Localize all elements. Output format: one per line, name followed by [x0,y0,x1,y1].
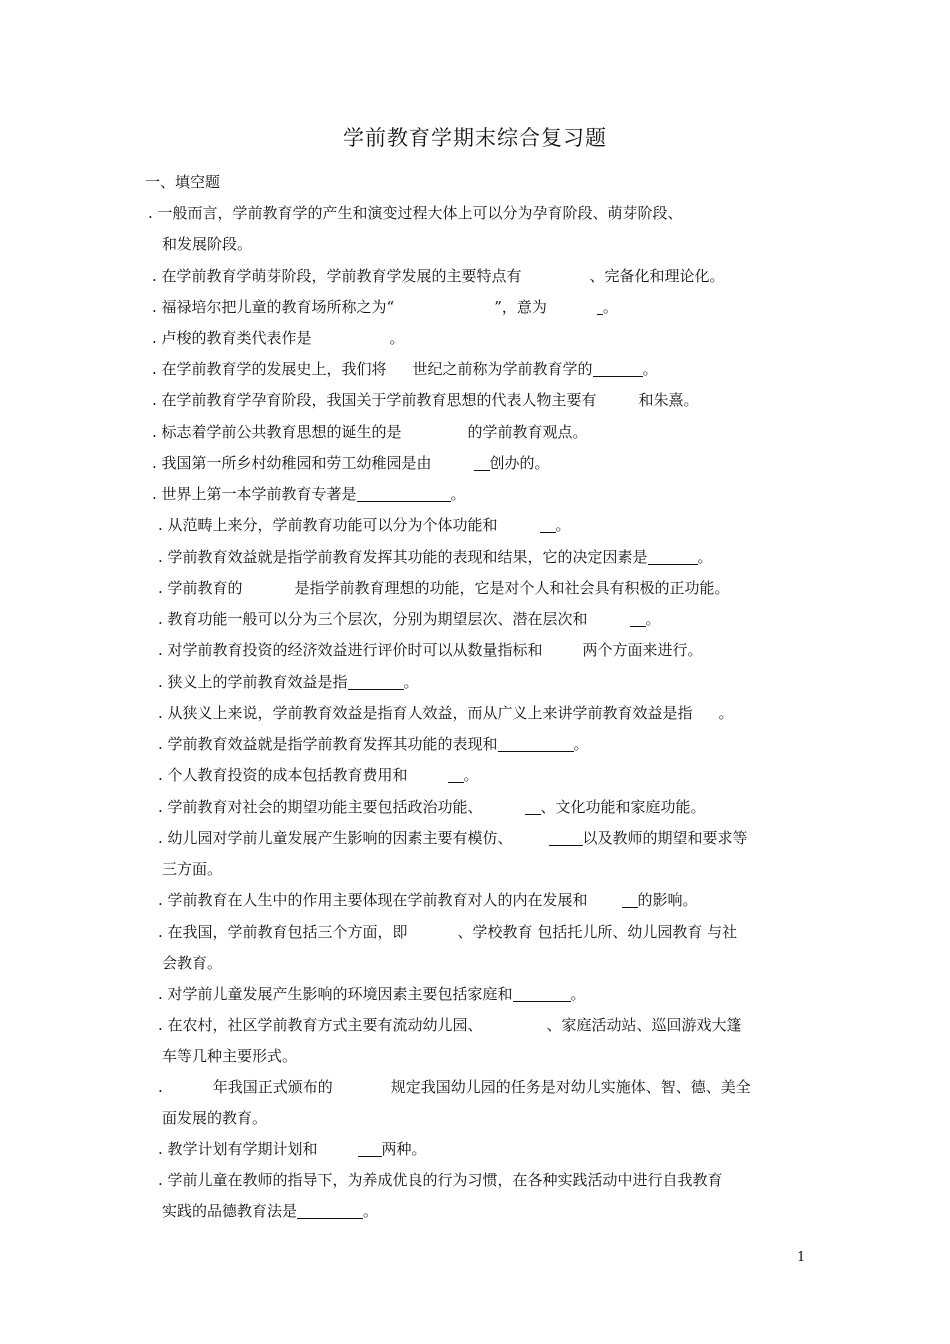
question-22-cont [162,952,222,973]
question-26 [158,1138,427,1159]
question-text: 以及教师的期望和要求等 [582,829,748,847]
answer-blank [593,361,643,377]
question-16 [158,702,734,723]
question-text: 。 [718,704,734,722]
question-text: 和朱熹。 [638,391,699,409]
answer-blank [525,799,541,815]
question-text: . 个人教育投资的成本包括教育费用和 [158,766,408,784]
question-21 [158,889,698,910]
question-20-cont [162,858,222,879]
question-text: 。 [570,985,586,1003]
question-text: 的影响。 [637,891,698,909]
question-text: . 幼儿园对学前儿童发展产生影响的因素主要有模仿、 [158,829,513,847]
answer-blank [474,455,490,471]
question-12 [158,577,730,598]
question-text: . [158,1078,163,1096]
answer-blank [622,892,638,908]
question-18 [158,764,479,785]
question-text: 。 [403,673,419,691]
question-10 [158,514,571,535]
question-15 [158,671,419,692]
question-text: . 我国第一所乡村幼稚园和劳工幼稚园是由 [152,454,432,472]
question-22 [158,921,737,942]
question-text: 。 [602,298,618,316]
question-text: 车等几种主要形式。 [162,1047,298,1065]
question-text: . 世界上第一本学前教育专著是 [152,485,357,503]
page-title: 学前教育学期末综合复习题 [343,126,607,150]
question-text: 两个方面来进行。 [582,641,703,659]
question-text: . 从狭义上来说，学前教育效益是指育人效益，而从广义上来讲学前教育效益是指 [158,704,693,722]
question-text: . 对学前教育投资的经济效益进行评价时可以从数量指标和 [158,641,543,659]
question-20 [158,827,748,848]
question-text: . 学前教育对社会的期望功能主要包括政治功能、 [158,798,483,816]
question-4 [152,327,405,348]
page-number: 1 [797,1250,806,1265]
question-25-cont [162,1107,267,1128]
answer-blank [498,736,574,752]
question-19 [158,796,706,817]
question-text: 和发展阶段。 [162,235,253,253]
answer-blank [358,1141,382,1157]
answer-blank [648,549,698,565]
question-text: 。 [363,1202,379,1220]
question-text: . 学前教育效益就是指学前教育发挥其功能的表现和结果，它的决定因素是 [158,548,648,566]
question-text: 是指学前教育理想的功能，它是对个人和社会具有积极的正功能。 [294,579,730,597]
question-text: 年我国正式颁布的 [212,1078,333,1096]
question-text: . 在学前教育学的发展史上，我们将 [152,360,387,378]
question-text: 。 [645,610,661,628]
question-3 [152,296,618,317]
question-24-cont [162,1045,297,1066]
question-8 [152,452,550,473]
question-text: . 从范畴上来分，学前教育功能可以分为个体功能和 [158,516,498,534]
question-text: . 在我国，学前教育包括三个方面，即 [158,923,408,941]
question-text: . 标志着学前公共教育思想的诞生的是 [152,423,402,441]
question-24 [158,1014,742,1035]
question-7 [152,421,588,442]
question-13 [158,608,661,629]
question-text: . 在学前教育学萌芽阶段，学前教育学发展的主要特点有 [152,267,522,285]
question-text: 世纪之前称为学前教育学的 [412,360,593,378]
question-23 [158,983,586,1004]
answer-blank [513,986,571,1002]
question-text: . 福禄培尔把儿童的教育场所称之为“ [152,298,395,316]
question-text: ”，意为 [494,298,547,316]
question-text: . 学前教育效益就是指学前教育发挥其功能的表现和 [158,735,498,753]
question-17 [158,733,589,754]
question-text: . 在学前教育学孕育阶段，我国关于学前教育思想的代表人物主要有 [152,391,597,409]
question-text: . 学前教育的 [158,579,243,597]
question-text: . 狭义上的学前教育效益是指 [158,673,348,691]
question-25 [158,1076,751,1097]
question-text: . 学前教育在人生中的作用主要体现在学前教育对人的内在发展和 [158,891,588,909]
question-1 [148,202,683,223]
question-9 [152,483,466,504]
question-text: 。 [573,735,589,753]
question-text: . 对学前儿童发展产生影响的环境因素主要包括家庭和 [158,985,513,1003]
question-text: . 教学计划有学期计划和 [158,1140,318,1158]
answer-blank [297,1203,363,1219]
question-text: 三方面。 [162,860,223,878]
question-2 [152,265,725,286]
question-text: 规定我国幼儿园的任务是对幼儿实施体、智、德、美全 [390,1078,751,1096]
question-text: 会教育。 [162,954,223,972]
answer-blank [348,674,404,690]
answer-blank [448,767,464,783]
question-text: 。 [450,485,466,503]
question-27-cont [162,1200,378,1221]
answer-blank [549,830,583,846]
question-text: . 卢梭的教育类代表作是 [152,329,312,347]
question-text: 、学校教育 包括托儿所、幼儿园教育 与社 [457,923,738,941]
question-text: 、文化功能和家庭功能。 [540,798,706,816]
question-text: 、完备化和理论化。 [589,267,725,285]
question-text: 面发展的教育。 [162,1109,268,1127]
question-text: . 一般而言，学前教育学的产生和演变过程大体上可以分为孕育阶段、萌芽阶段、 [148,204,683,222]
question-text: . 教育功能一般可以分为三个层次，分别为期望层次、潜在层次和 [158,610,588,628]
question-text: 实践的品德教育法是 [162,1202,298,1220]
question-5 [152,358,658,379]
question-text: 的学前教育观点。 [467,423,588,441]
question-11 [158,546,713,567]
section-heading: 一、填空题 [145,173,221,191]
question-1-cont [162,233,252,254]
answer-blank [357,486,451,502]
question-text: 。 [463,766,479,784]
question-text: 。 [642,360,658,378]
answer-blank [540,517,556,533]
question-text: 、家庭活动站、巡回游戏大篷 [546,1016,742,1034]
question-text: 。 [697,548,713,566]
question-14 [158,639,703,660]
question-text: . 在农村，社区学前教育方式主要有流动幼儿园、 [158,1016,483,1034]
question-text: . 学前儿童在教师的指导下，为养成优良的行为习惯，在各种实践活动中进行自我教育 [158,1171,723,1189]
question-6 [152,389,699,410]
question-text: 。 [389,329,405,347]
question-27 [158,1169,723,1190]
question-text: 创办的。 [489,454,550,472]
question-text: 。 [555,516,571,534]
answer-blank [630,611,646,627]
question-text: 两种。 [381,1140,427,1158]
